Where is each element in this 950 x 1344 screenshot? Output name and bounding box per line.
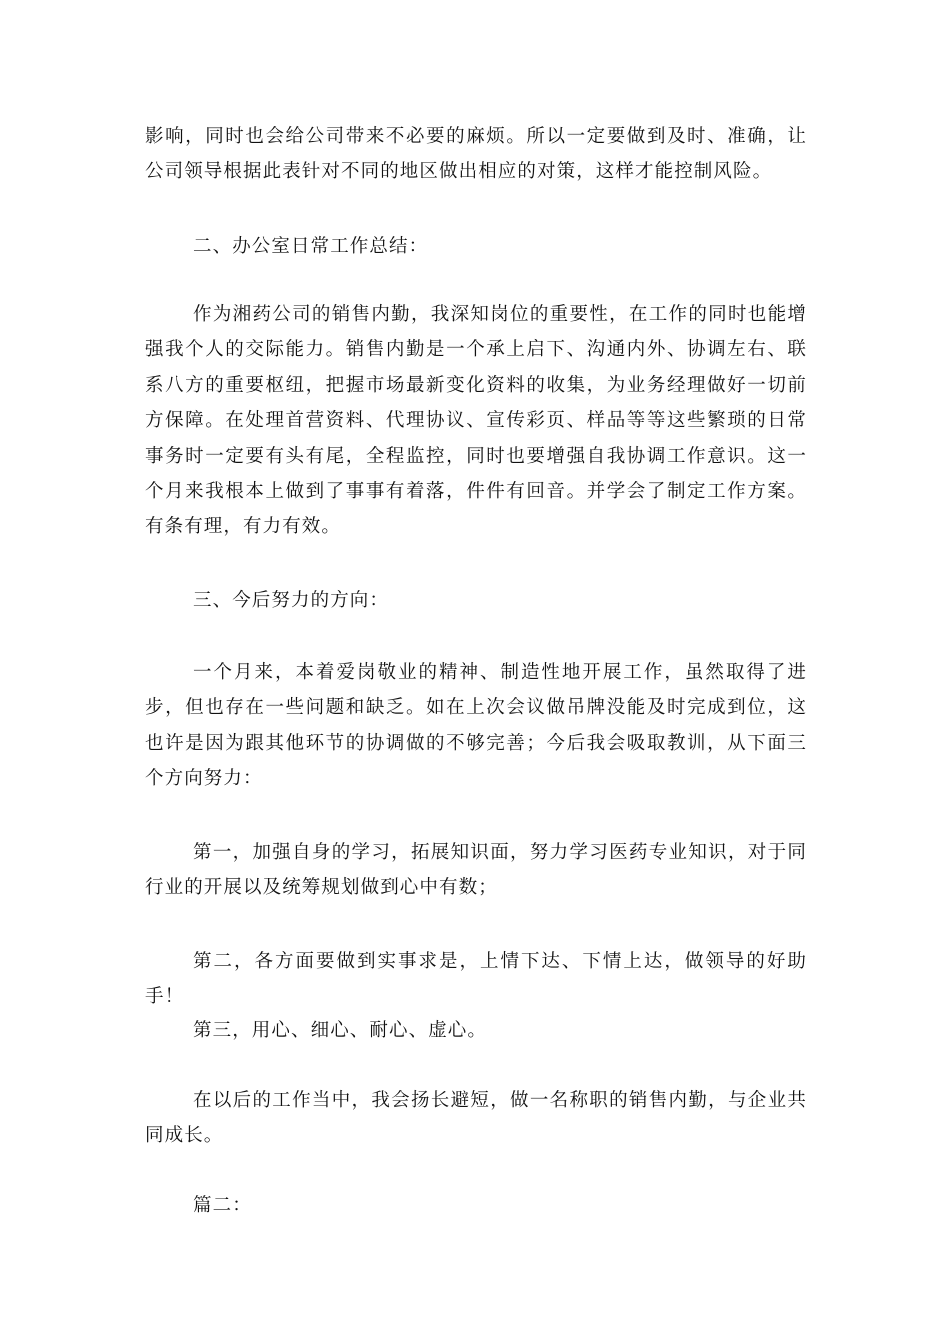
paragraph-future-direction: 一个月来，本着爱岗敬业的精神、制造性地开展工作，虽然取得了进步，但也存在一些问题和缺乏。如在上次会议做吊牌没能及时完成到位，这也许是因为跟其他环节的协调做的不够完善；今后我会吸取教训，从下面三个方向努力： [145,662,807,790]
paragraph-point-two: 第二，各方面要做到实事求是，上情下达、下情上达，做领导的好助手！ [145,951,807,1008]
paragraph-risk-control: 影响，同时也会给公司带来不必要的麻烦。所以一定要做到及时、准确，让公司领导根据此表针对不同的地区做出相应的对策，这样才能控制风险。 [145,126,807,183]
paragraph-closing: 在以后的工作当中，我会扬长避短，做一名称职的销售内勤，与企业共同成长。 [145,1090,807,1147]
section-heading-part-two: 篇二： [193,1195,252,1216]
paragraph-point-three: 第三，用心、细心、耐心、虚心。 [193,1020,488,1041]
section-heading-office-work: 二、办公室日常工作总结： [193,236,429,257]
paragraph-office-work-summary: 作为湘药公司的销售内勤，我深知岗位的重要性，在工作的同时也能增强我个人的交际能力。销售内勤是一个承上启下、沟通内外、协调左右、联系八方的重要枢纽，把握市场最新变化资料的收集，为业务经理做好一切前方保障。在处理首营资料、代理协议、宣传彩页、样品等等这些繁琐的日常事务时一定要有头有尾，全程监控，同时也要增强自我协调工作意识。这一个月来我根本上做到了事事有着落，件件有回音。并学会了制定工作方案。有条有理，有力有效。 [145,304,807,538]
section-heading-future-direction: 三、今后努力的方向： [193,590,390,611]
paragraph-point-one: 第一，加强自身的学习，拓展知识面，努力学习医药专业知识，对于同行业的开展以及统筹规划做到心中有数； [145,842,807,899]
